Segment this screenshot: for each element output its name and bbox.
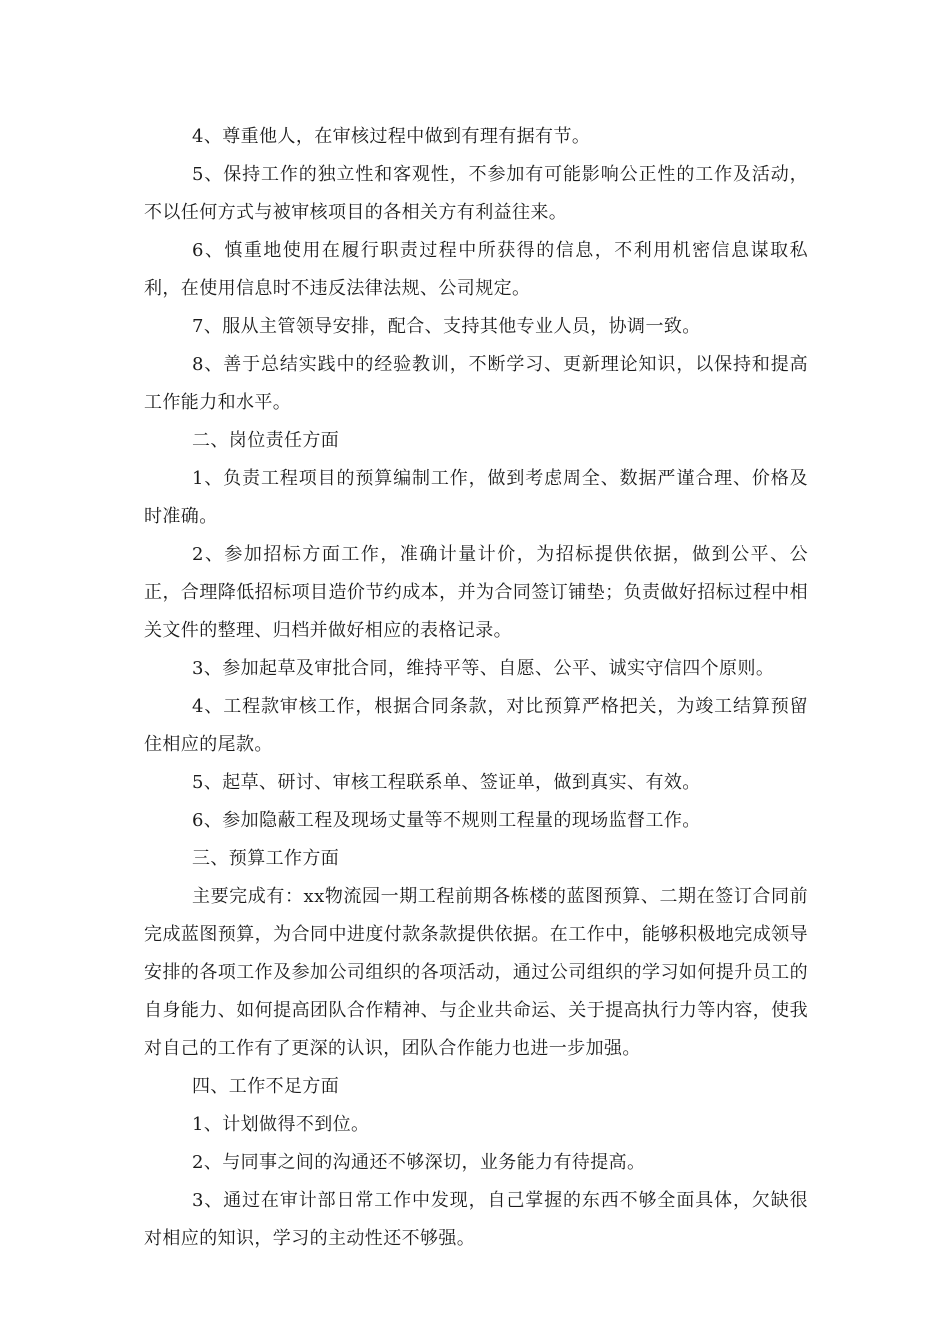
document-body <box>144 118 808 1258</box>
paragraph-shortcoming-3: 3、通过在审计部日常工作中发现，自己掌握的东西不够全面具体，欠缺很对相应的知识，学习的主动性还不够强。 <box>144 1190 808 1249</box>
section-heading-3: 三、预算工作方面 <box>192 848 340 869</box>
paragraph-duty-3: 3、参加起草及审批合同，维持平等、自愿、公平、诚实守信四个原则。 <box>192 658 775 679</box>
paragraph-budget-work: 主要完成有：xx物流园一期工程前期各栋楼的蓝图预算、二期在签订合同前完成蓝图预算，为合同中进度付款条款提供依据。在工作中，能够积极地完成领导安排的各项工作及参加公司组织的各项活动，通过公司组织的学习如何提升员工的自身能力、如何提高团队合作精神、与企业共命运、关于提高执行力等内容，使我对自己的工作有了更深的认识，团队合作能力也进一步加强。 <box>144 886 808 1059</box>
paragraph-item-4: 4、尊重他人，在审核过程中做到有理有据有节。 <box>192 126 591 147</box>
paragraph-item-8: 8、善于总结实践中的经验教训，不断学习、更新理论知识，以保持和提高工作能力和水平。 <box>144 354 808 413</box>
paragraph-duty-2: 2、参加招标方面工作，准确计量计价，为招标提供依据，做到公平、公正，合理降低招标项目造价节约成本，并为合同签订铺垫；负责做好招标过程中相关文件的整理、归档并做好相应的表格记录。 <box>144 544 808 641</box>
paragraph-item-6: 6、慎重地使用在履行职责过程中所获得的信息，不利用机密信息谋取私利，在使用信息时不违反法律法规、公司规定。 <box>144 240 808 299</box>
paragraph-item-7: 7、服从主管领导安排，配合、支持其他专业人员，协调一致。 <box>192 316 701 337</box>
paragraph-duty-1: 1、负责工程项目的预算编制工作，做到考虑周全、数据严谨合理、价格及时准确。 <box>144 468 808 527</box>
paragraph-item-5: 5、保持工作的独立性和客观性，不参加有可能影响公正性的工作及活动，不以任何方式与被审核项目的各相关方有利益往来。 <box>144 164 808 223</box>
section-heading-2: 二、岗位责任方面 <box>192 430 340 451</box>
paragraph-duty-4: 4、工程款审核工作，根据合同条款，对比预算严格把关，为竣工结算预留住相应的尾款。 <box>144 696 808 755</box>
paragraph-duty-6: 6、参加隐蔽工程及现场丈量等不规则工程量的现场监督工作。 <box>192 810 701 831</box>
paragraph-duty-5: 5、起草、研讨、审核工程联系单、签证单，做到真实、有效。 <box>192 772 701 793</box>
section-heading-4: 四、工作不足方面 <box>192 1076 340 1097</box>
paragraph-shortcoming-1: 1、计划做得不到位。 <box>192 1114 370 1135</box>
paragraph-shortcoming-2: 2、与同事之间的沟通还不够深切，业务能力有待提高。 <box>192 1152 646 1173</box>
